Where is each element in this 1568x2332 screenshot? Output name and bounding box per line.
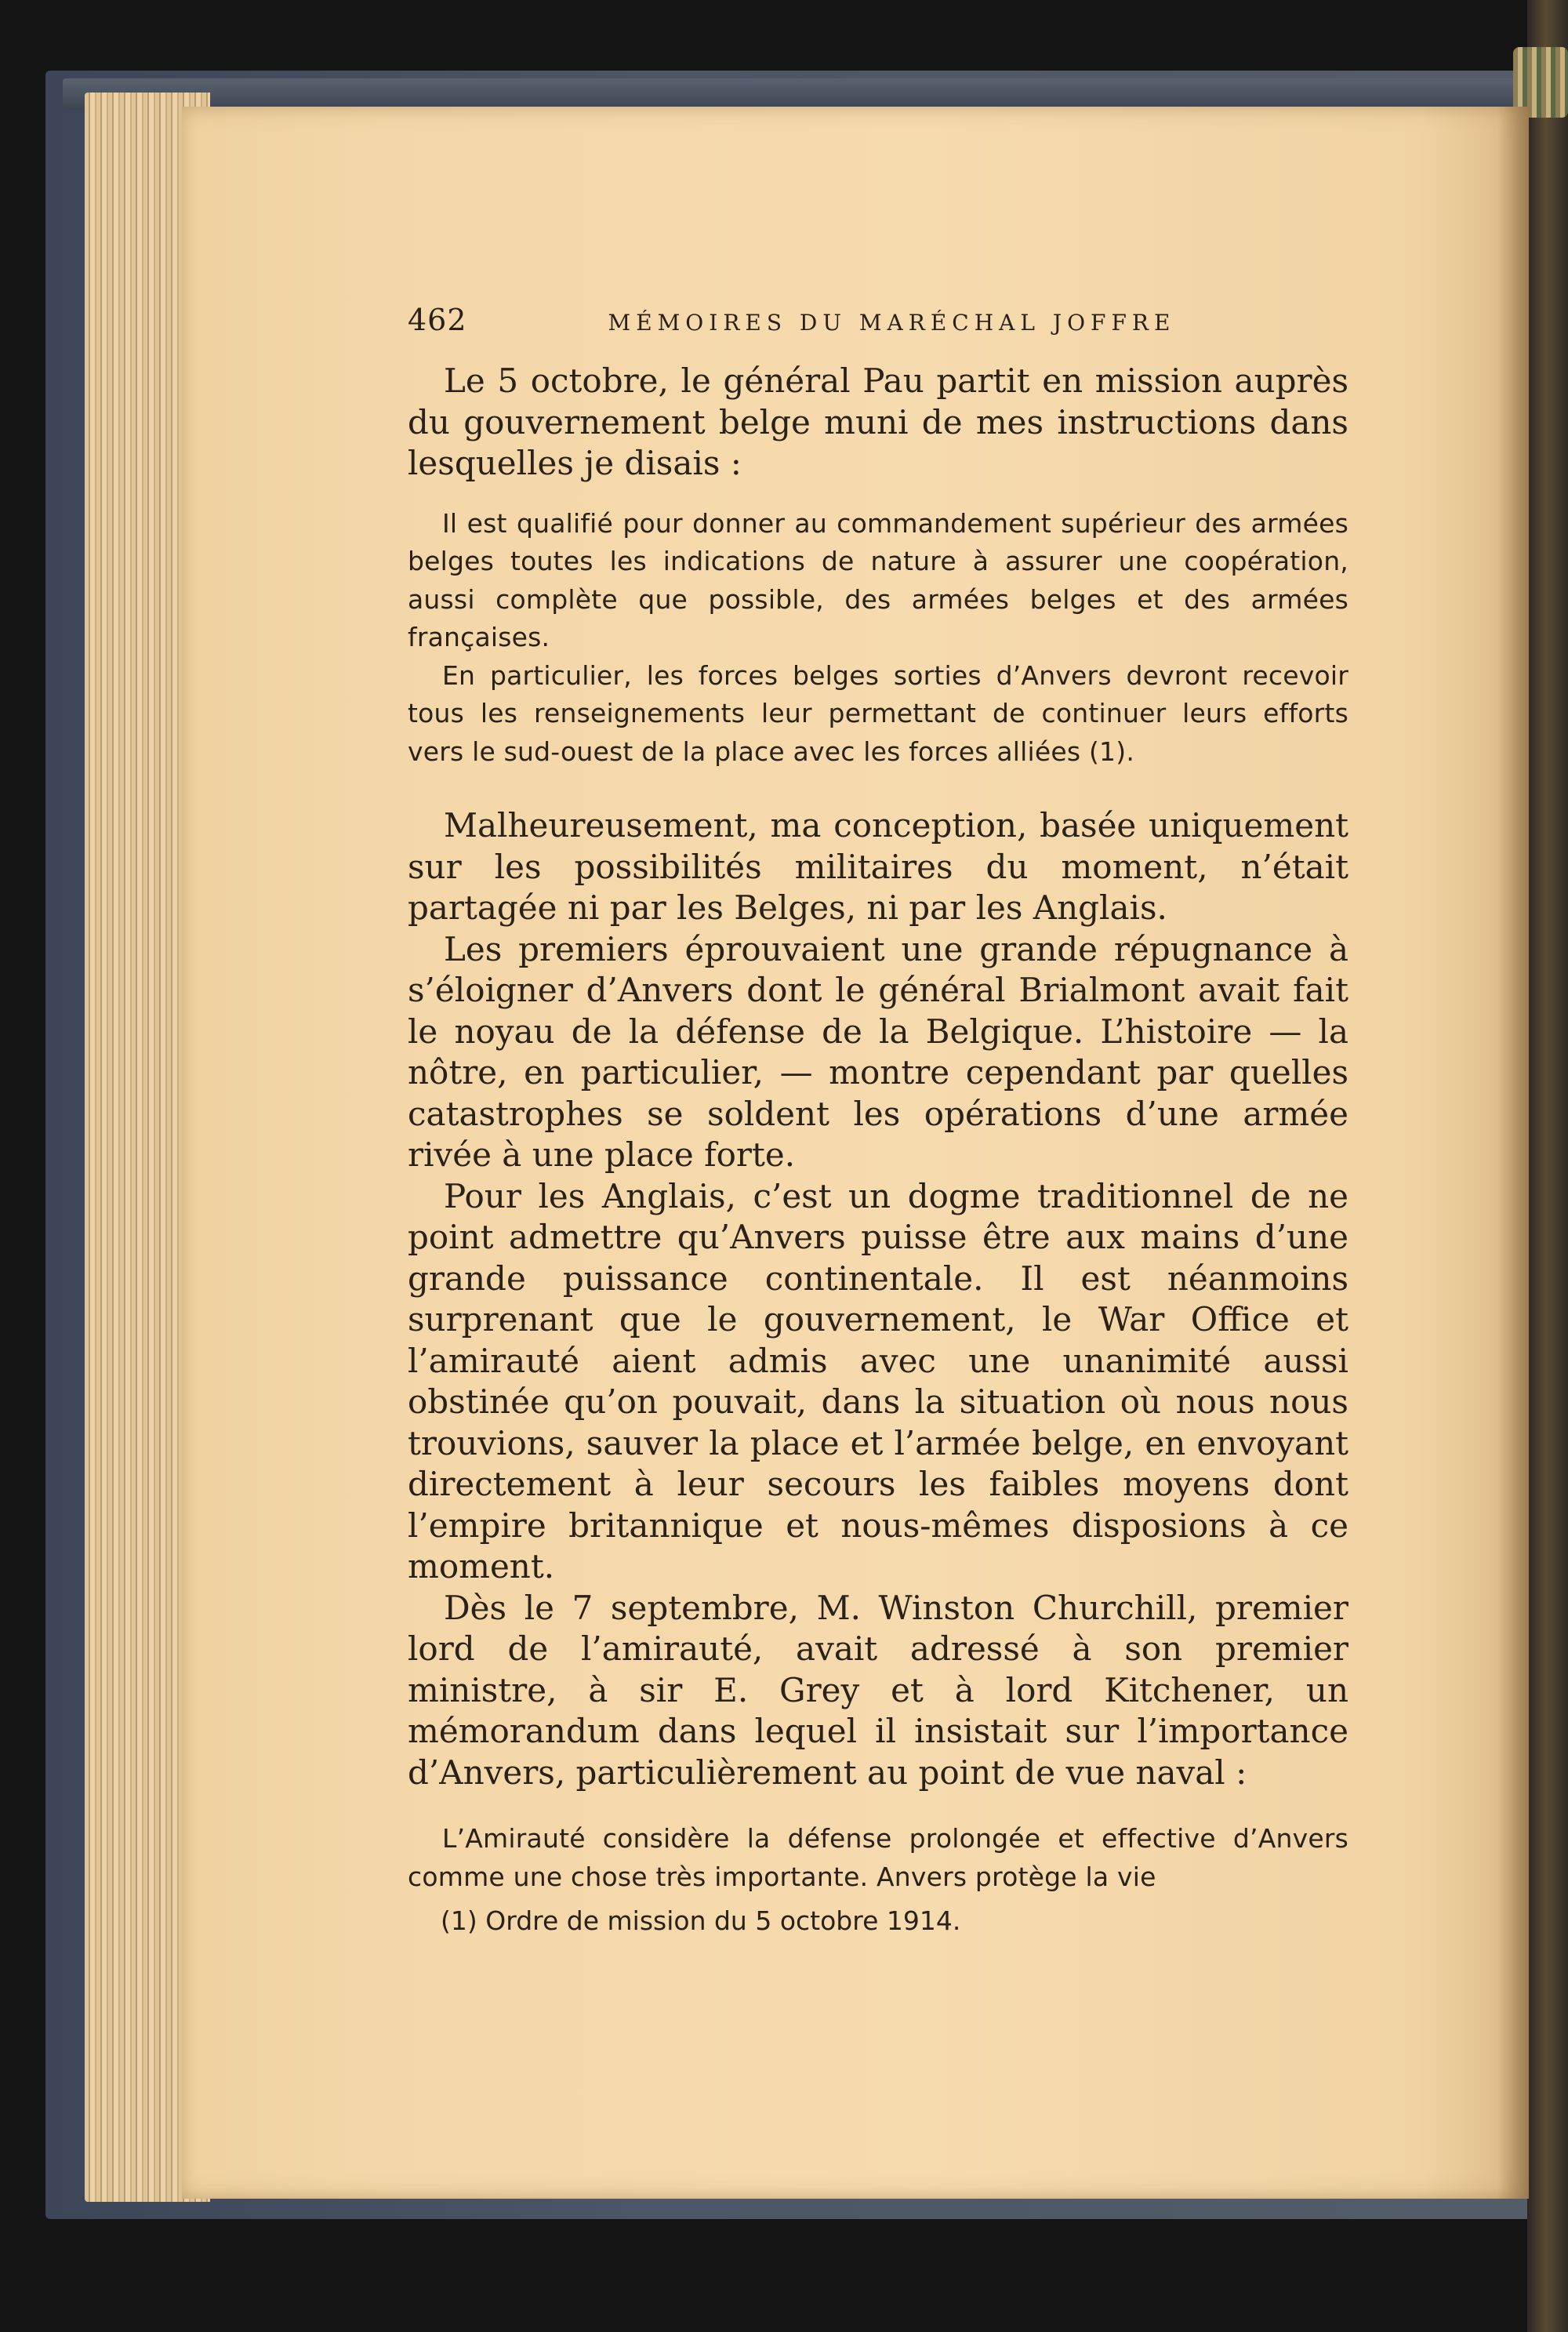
footnote: (1) Ordre de mission du 5 octobre 1914. [441, 1905, 961, 1936]
page-gutter-shadow [1497, 107, 1529, 2199]
page-number: 462 [408, 303, 467, 337]
book-spine [1527, 0, 1568, 2332]
quote-paragraph: En particulier, les forces belges sorties d’Anvers devront recevoir tous les renseignements leur permettant de continuer leurs efforts vers le sud-ouest de la place avec les forces alliées (1). [408, 659, 1348, 767]
quotation-instructions [408, 505, 1348, 772]
quote-paragraph: Il est qualifié pour donner au commandement supérieur des armées belges toutes les indications de nature à assurer une coopération, aussi complète que possible, des armées belges et des armées françaises. [408, 507, 1348, 652]
running-head [408, 303, 1348, 350]
cover-top-edge [63, 78, 1552, 110]
quote-paragraph: L’Amirauté considère la défense prolongée et effective d’Anvers comme une chose très importante. Anvers protège la vie [408, 1823, 1348, 1892]
paragraph: Le 5 octobre, le général Pau partit en mission auprès du gouvernement belge muni de mes instructions dans lesquelles je disais : [408, 361, 1348, 482]
paragraph: Dès le 7 septembre, M. Winston Churchill, premier lord de l’amirauté, avait adressé à son premier ministre, à sir E. Grey et à lord Kitchener, un mémorandum dans lequel il insistait sur l’importance d’Anvers, particulièrement au point de vue naval : [408, 1588, 1348, 1792]
quotation-memorandum [408, 1820, 1348, 1896]
paragraph: Pour les Anglais, c’est un dogme traditionnel de ne point admettre qu’Anvers puisse être aux mains d’une grande puissance continentale. Il est néanmoins surprenant que le gouvernement, le War Office et l’amirauté aient admis avec une unanimité aussi obstinée qu’on pouvait, dans la situation où nous nous trouvions, sauver la place et l’armée belge, en envoyant directement à leur secours les faibles moyens dont l’empire britannique et nous-mêmes disposions à ce moment. [408, 1176, 1348, 1586]
text-block [408, 303, 1348, 1896]
paragraph: Malheureusement, ma conception, basée uniquement sur les possibilités militaires du moment, n’était partagée ni par les Belges, ni par les Anglais. [408, 806, 1348, 927]
running-title: MÉMOIRES DU MARÉCHAL JOFFRE [608, 310, 1176, 336]
paragraph: Les premiers éprouvaient une grande répugnance à s’éloigner d’Anvers dont le général Brialmont avait fait le noyau de la défense de la Belgique. L’histoire — la nôtre, en particulier, — montre cependant par quelles catastrophes se soldent les opérations d’une armée rivée à une place forte. [408, 929, 1348, 1174]
